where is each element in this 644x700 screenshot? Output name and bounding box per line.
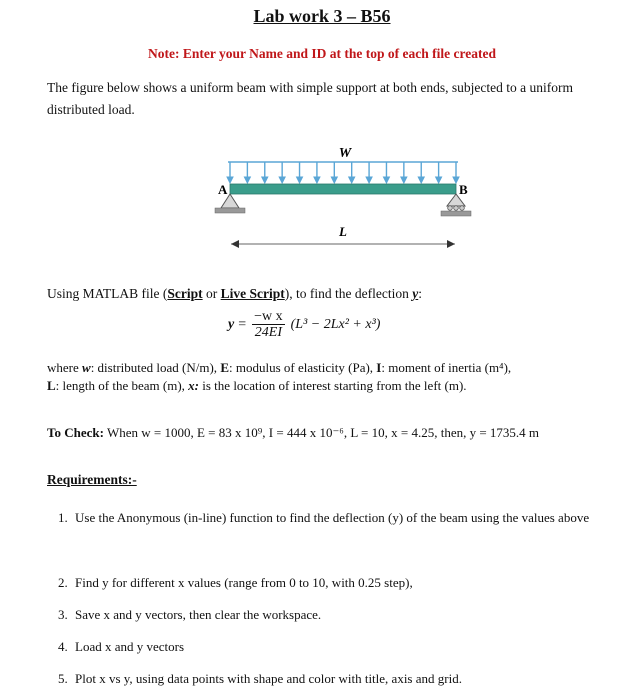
load-arrow-head [331, 177, 337, 183]
load-label: W [338, 146, 352, 161]
note-text: Note: Enter your Name and ID at the top of each file created [148, 46, 496, 61]
page-title: Lab work 3 – B56 [253, 6, 391, 26]
list-item [58, 631, 628, 663]
list-item [58, 599, 628, 631]
load-arrow-head [349, 177, 355, 183]
using-prefix: Using MATLAB file ( [47, 286, 168, 301]
load-arrow-head [436, 177, 442, 183]
load-arrow-head [366, 177, 372, 183]
x-symbol: x: [188, 378, 200, 393]
i-desc: : moment of inertia (m⁴), [381, 360, 512, 375]
l-desc: : length of the beam (m), [55, 378, 189, 393]
deflection-equation [228, 309, 380, 340]
check-label: To Check: [47, 425, 104, 440]
support-b-label: B [459, 182, 468, 197]
load-arrow-head [314, 177, 320, 183]
load-arrow-head [297, 177, 303, 183]
check-text: When w = 1000, E = 83 x 10⁹, I = 444 x 10⁻⁶, L = 10, x = 4.25, then, y = 1735.4 m [103, 425, 540, 440]
w-desc: : distributed load (N/m), [90, 360, 221, 375]
ground-a [215, 208, 245, 213]
item-text: Find y for different x values (range from 0 to 10, with 0.25 step), [75, 575, 413, 590]
item-text: Use the Anonymous (in-line) function to find the deflection (y) of the beam using the values above [75, 510, 590, 525]
item-number: 1. [58, 510, 68, 525]
load-arrow-head [383, 177, 389, 183]
load-arrow-head [279, 177, 285, 183]
where-paragraph: where w: distributed load (N/m), E: modulus of elasticity (Pa), I: moment of inertia (m⁴), L: length of the beam (m), x: is the location of interest starting from the left (m). [47, 360, 512, 393]
w-symbol: w [82, 360, 91, 375]
item-number: 3. [58, 607, 68, 622]
equation-fraction [252, 309, 285, 340]
list-item [58, 567, 628, 599]
i-symbol: I [376, 360, 382, 375]
ground-b [441, 211, 471, 216]
using-colon: : [418, 286, 422, 301]
load-arrows [227, 162, 459, 183]
requirements-list [58, 501, 628, 695]
check-line [47, 425, 627, 441]
equation-polynomial: (L³ − 2Lx² + x³) [290, 316, 381, 332]
using-suffix: ), to find the deflection [284, 286, 413, 301]
deflection-var: y [412, 286, 419, 301]
list-item [58, 501, 628, 567]
load-arrow-head [227, 177, 233, 183]
live-script-word: Live Script [220, 286, 285, 301]
beam [230, 184, 456, 194]
equation-lhs: y [228, 316, 235, 332]
beam-figure [200, 140, 480, 260]
x-desc: is the location of interest starting from the left (m). [199, 378, 467, 393]
item-number: 5. [58, 671, 68, 686]
item-number: 2. [58, 575, 68, 590]
l-symbol: L [47, 378, 56, 393]
item-text: Save x and y vectors, then clear the workspace. [75, 607, 322, 622]
length-label: L [339, 224, 347, 239]
load-arrow-head [262, 177, 268, 183]
equation-numerator: −w x [254, 309, 283, 324]
requirements-heading: Requirements:- [47, 472, 137, 487]
item-text: Plot x vs y, using data points with shape and color with title, axis and grid. [75, 671, 462, 686]
item-text: Load x and y vectors [75, 639, 185, 654]
load-arrow-head [418, 177, 424, 183]
equation-equals: = [238, 316, 247, 332]
e-desc: : modulus of elasticity (Pa), [228, 360, 377, 375]
list-item [58, 663, 628, 695]
intro-paragraph: The figure below shows a uniform beam with simple support at both ends, subjected to a uniform distributed load. [47, 80, 574, 117]
using-line [47, 283, 607, 305]
item-number: 4. [58, 639, 68, 654]
equation-denominator: 24EI [254, 325, 282, 340]
load-arrow-head [244, 177, 250, 183]
load-arrow-head [401, 177, 407, 183]
e-symbol: E [220, 360, 229, 375]
support-a-label: A [218, 182, 228, 197]
or-word: or [202, 286, 221, 301]
script-word: Script [167, 286, 203, 301]
